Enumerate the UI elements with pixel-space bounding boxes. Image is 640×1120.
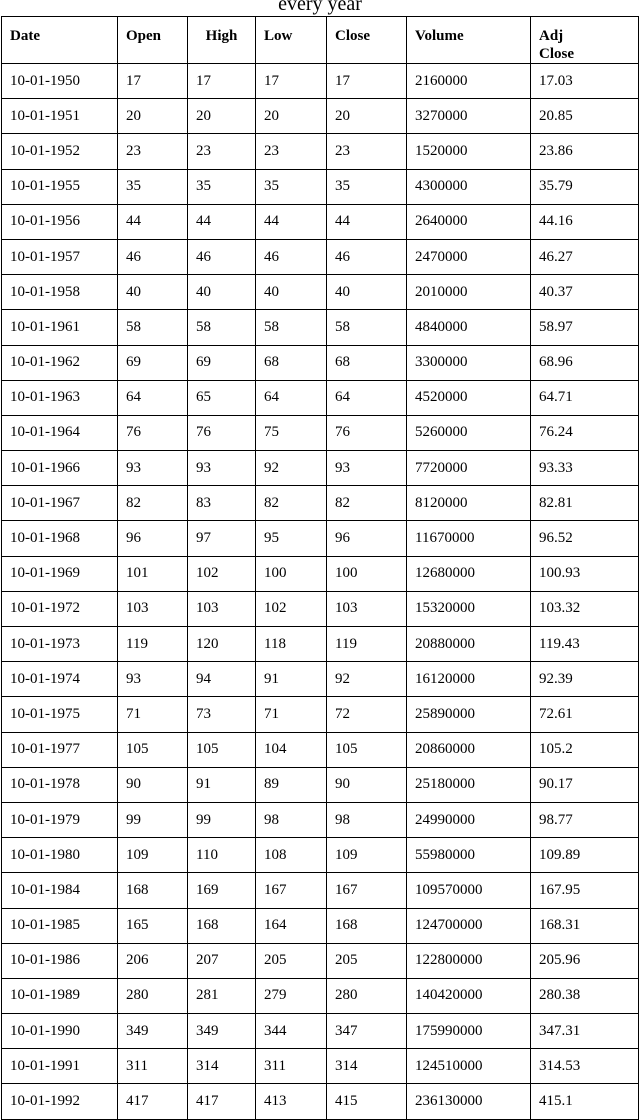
- cell-close: 167: [327, 873, 407, 908]
- cell-close: 40: [327, 275, 407, 310]
- cell-adj-close: 103.32: [531, 591, 639, 626]
- cell-date: 10-01-1979: [2, 802, 118, 837]
- cell-volume: 236130000: [407, 1084, 531, 1119]
- cell-adj-close: 415.1: [531, 1084, 639, 1119]
- table-row: [2, 556, 639, 591]
- header-high: High: [188, 17, 256, 64]
- table-row: [2, 1084, 639, 1119]
- cell-open: 311: [118, 1049, 188, 1084]
- cell-high: 417: [188, 1084, 256, 1119]
- cell-volume: 8120000: [407, 486, 531, 521]
- cell-open: 93: [118, 662, 188, 697]
- cell-high: 17: [188, 64, 256, 99]
- cell-close: 98: [327, 802, 407, 837]
- table-row: [2, 838, 639, 873]
- cell-close: 415: [327, 1084, 407, 1119]
- cell-volume: 20880000: [407, 627, 531, 662]
- cell-low: 68: [256, 345, 327, 380]
- cell-close: 119: [327, 627, 407, 662]
- cell-volume: 24990000: [407, 802, 531, 837]
- cell-low: 102: [256, 591, 327, 626]
- table-row: [2, 978, 639, 1013]
- cell-volume: 124510000: [407, 1049, 531, 1084]
- cell-volume: 109570000: [407, 873, 531, 908]
- cell-low: 75: [256, 415, 327, 450]
- cell-date: 10-01-1966: [2, 451, 118, 486]
- cell-adj-close: 72.61: [531, 697, 639, 732]
- table-row: [2, 591, 639, 626]
- cell-volume: 12680000: [407, 556, 531, 591]
- cell-volume: 1520000: [407, 134, 531, 169]
- cell-volume: 5260000: [407, 415, 531, 450]
- cell-high: 58: [188, 310, 256, 345]
- cell-date: 10-01-1958: [2, 275, 118, 310]
- cell-low: 167: [256, 873, 327, 908]
- cell-date: 10-01-1955: [2, 169, 118, 204]
- cell-close: 23: [327, 134, 407, 169]
- cell-adj-close: 40.37: [531, 275, 639, 310]
- cell-adj-close: 76.24: [531, 415, 639, 450]
- cell-volume: 124700000: [407, 908, 531, 943]
- cell-adj-close: 167.95: [531, 873, 639, 908]
- cell-adj-close: 280.38: [531, 978, 639, 1013]
- cell-date: 10-01-1973: [2, 627, 118, 662]
- cell-adj-close: 20.85: [531, 99, 639, 134]
- cell-close: 76: [327, 415, 407, 450]
- cell-low: 35: [256, 169, 327, 204]
- cell-date: 10-01-1969: [2, 556, 118, 591]
- cell-high: 91: [188, 767, 256, 802]
- header-open: Open: [118, 17, 188, 64]
- table-row: [2, 451, 639, 486]
- cell-high: 102: [188, 556, 256, 591]
- cell-low: 95: [256, 521, 327, 556]
- header-row: [2, 17, 639, 64]
- cell-date: 10-01-1950: [2, 64, 118, 99]
- table-row: [2, 767, 639, 802]
- cell-adj-close: 46.27: [531, 239, 639, 274]
- cell-close: 17: [327, 64, 407, 99]
- cell-high: 23: [188, 134, 256, 169]
- cell-low: 413: [256, 1084, 327, 1119]
- cell-high: 76: [188, 415, 256, 450]
- cell-open: 168: [118, 873, 188, 908]
- cell-low: 100: [256, 556, 327, 591]
- cell-adj-close: 90.17: [531, 767, 639, 802]
- cell-adj-close: 98.77: [531, 802, 639, 837]
- cell-volume: 2010000: [407, 275, 531, 310]
- cell-low: 82: [256, 486, 327, 521]
- cell-volume: 25180000: [407, 767, 531, 802]
- cell-low: 71: [256, 697, 327, 732]
- cell-high: 65: [188, 380, 256, 415]
- cell-low: 64: [256, 380, 327, 415]
- cell-close: 109: [327, 838, 407, 873]
- cell-adj-close: 100.93: [531, 556, 639, 591]
- cell-close: 92: [327, 662, 407, 697]
- header-volume: Volume: [407, 17, 531, 64]
- cell-date: 10-01-1964: [2, 415, 118, 450]
- cell-close: 280: [327, 978, 407, 1013]
- cell-date: 10-01-1957: [2, 239, 118, 274]
- cell-open: 101: [118, 556, 188, 591]
- cell-volume: 15320000: [407, 591, 531, 626]
- table-row: [2, 697, 639, 732]
- cell-low: 46: [256, 239, 327, 274]
- cell-high: 281: [188, 978, 256, 1013]
- cell-high: 94: [188, 662, 256, 697]
- header-low: Low: [256, 17, 327, 64]
- cell-high: 73: [188, 697, 256, 732]
- cell-open: 23: [118, 134, 188, 169]
- cell-close: 205: [327, 943, 407, 978]
- cell-volume: 122800000: [407, 943, 531, 978]
- cell-adj-close: 105.2: [531, 732, 639, 767]
- cell-high: 99: [188, 802, 256, 837]
- cell-low: 40: [256, 275, 327, 310]
- cell-open: 44: [118, 204, 188, 239]
- cell-date: 10-01-1951: [2, 99, 118, 134]
- cell-open: 90: [118, 767, 188, 802]
- cell-adj-close: 35.79: [531, 169, 639, 204]
- cell-high: 20: [188, 99, 256, 134]
- cell-high: 168: [188, 908, 256, 943]
- cell-date: 10-01-1989: [2, 978, 118, 1013]
- cell-date: 10-01-1991: [2, 1049, 118, 1084]
- cell-adj-close: 64.71: [531, 380, 639, 415]
- cell-adj-close: 93.33: [531, 451, 639, 486]
- table-row: [2, 310, 639, 345]
- cell-close: 100: [327, 556, 407, 591]
- cell-low: 344: [256, 1014, 327, 1049]
- table-row: [2, 134, 639, 169]
- cell-volume: 4300000: [407, 169, 531, 204]
- cell-volume: 4840000: [407, 310, 531, 345]
- cell-date: 10-01-1984: [2, 873, 118, 908]
- cell-high: 110: [188, 838, 256, 873]
- cell-date: 10-01-1975: [2, 697, 118, 732]
- table-row: [2, 204, 639, 239]
- cell-low: 23: [256, 134, 327, 169]
- cell-close: 72: [327, 697, 407, 732]
- cell-close: 64: [327, 380, 407, 415]
- header-date: Date: [2, 17, 118, 64]
- cell-date: 10-01-1992: [2, 1084, 118, 1119]
- cell-low: 108: [256, 838, 327, 873]
- cell-adj-close: 82.81: [531, 486, 639, 521]
- cell-close: 93: [327, 451, 407, 486]
- cell-close: 82: [327, 486, 407, 521]
- cell-volume: 2640000: [407, 204, 531, 239]
- cell-open: 76: [118, 415, 188, 450]
- cell-close: 96: [327, 521, 407, 556]
- cell-date: 10-01-1985: [2, 908, 118, 943]
- cell-volume: 4520000: [407, 380, 531, 415]
- table-row: [2, 627, 639, 662]
- cell-open: 40: [118, 275, 188, 310]
- cell-close: 68: [327, 345, 407, 380]
- cell-close: 44: [327, 204, 407, 239]
- cell-volume: 25890000: [407, 697, 531, 732]
- cell-adj-close: 119.43: [531, 627, 639, 662]
- cell-high: 349: [188, 1014, 256, 1049]
- cell-close: 46: [327, 239, 407, 274]
- cell-open: 109: [118, 838, 188, 873]
- cell-low: 205: [256, 943, 327, 978]
- cell-volume: 3270000: [407, 99, 531, 134]
- cell-date: 10-01-1980: [2, 838, 118, 873]
- cell-high: 93: [188, 451, 256, 486]
- cell-adj-close: 314.53: [531, 1049, 639, 1084]
- cell-date: 10-01-1978: [2, 767, 118, 802]
- cell-open: 69: [118, 345, 188, 380]
- cell-adj-close: 168.31: [531, 908, 639, 943]
- cell-close: 347: [327, 1014, 407, 1049]
- cell-open: 64: [118, 380, 188, 415]
- cell-open: 99: [118, 802, 188, 837]
- cell-low: 311: [256, 1049, 327, 1084]
- cell-open: 58: [118, 310, 188, 345]
- cell-volume: 3300000: [407, 345, 531, 380]
- table-caption: every year: [278, 0, 362, 15]
- cell-volume: 55980000: [407, 838, 531, 873]
- cell-adj-close: 92.39: [531, 662, 639, 697]
- table-row: [2, 239, 639, 274]
- cell-high: 46: [188, 239, 256, 274]
- table-row: [2, 275, 639, 310]
- header-close: Close: [327, 17, 407, 64]
- cell-open: 35: [118, 169, 188, 204]
- cell-adj-close: 17.03: [531, 64, 639, 99]
- cell-high: 35: [188, 169, 256, 204]
- cell-date: 10-01-1977: [2, 732, 118, 767]
- cell-low: 17: [256, 64, 327, 99]
- table-row: [2, 662, 639, 697]
- cell-high: 69: [188, 345, 256, 380]
- cell-low: 91: [256, 662, 327, 697]
- cell-date: 10-01-1986: [2, 943, 118, 978]
- cell-date: 10-01-1967: [2, 486, 118, 521]
- table-row: [2, 1049, 639, 1084]
- cell-open: 82: [118, 486, 188, 521]
- cell-open: 119: [118, 627, 188, 662]
- cell-adj-close: 23.86: [531, 134, 639, 169]
- table-row: [2, 169, 639, 204]
- cell-low: 58: [256, 310, 327, 345]
- cell-open: 71: [118, 697, 188, 732]
- cell-open: 280: [118, 978, 188, 1013]
- cell-open: 93: [118, 451, 188, 486]
- cell-adj-close: 58.97: [531, 310, 639, 345]
- cell-low: 98: [256, 802, 327, 837]
- cell-volume: 11670000: [407, 521, 531, 556]
- cell-low: 104: [256, 732, 327, 767]
- table-row: [2, 943, 639, 978]
- cell-volume: 2160000: [407, 64, 531, 99]
- cell-close: 314: [327, 1049, 407, 1084]
- table-row: [2, 908, 639, 943]
- stock-table: [1, 16, 639, 1120]
- table-row: [2, 415, 639, 450]
- cell-volume: 2470000: [407, 239, 531, 274]
- cell-low: 164: [256, 908, 327, 943]
- cell-open: 105: [118, 732, 188, 767]
- cell-low: 89: [256, 767, 327, 802]
- table-row: [2, 64, 639, 99]
- cell-low: 118: [256, 627, 327, 662]
- cell-date: 10-01-1972: [2, 591, 118, 626]
- cell-date: 10-01-1968: [2, 521, 118, 556]
- table-row: [2, 1014, 639, 1049]
- cell-open: 165: [118, 908, 188, 943]
- cell-adj-close: 109.89: [531, 838, 639, 873]
- cell-high: 44: [188, 204, 256, 239]
- cell-high: 105: [188, 732, 256, 767]
- cell-close: 20: [327, 99, 407, 134]
- cell-high: 169: [188, 873, 256, 908]
- cell-adj-close: 68.96: [531, 345, 639, 380]
- header-adj-close: Adj Close: [531, 17, 639, 64]
- table-row: [2, 521, 639, 556]
- cell-high: 120: [188, 627, 256, 662]
- table-row: [2, 380, 639, 415]
- cell-close: 90: [327, 767, 407, 802]
- cell-date: 10-01-1974: [2, 662, 118, 697]
- cell-high: 103: [188, 591, 256, 626]
- cell-date: 10-01-1956: [2, 204, 118, 239]
- cell-high: 314: [188, 1049, 256, 1084]
- cell-open: 96: [118, 521, 188, 556]
- cell-low: 92: [256, 451, 327, 486]
- cell-volume: 20860000: [407, 732, 531, 767]
- cell-high: 83: [188, 486, 256, 521]
- cell-close: 35: [327, 169, 407, 204]
- cell-volume: 16120000: [407, 662, 531, 697]
- cell-high: 97: [188, 521, 256, 556]
- cell-open: 103: [118, 591, 188, 626]
- cell-date: 10-01-1962: [2, 345, 118, 380]
- cell-date: 10-01-1990: [2, 1014, 118, 1049]
- cell-volume: 175990000: [407, 1014, 531, 1049]
- table-row: [2, 486, 639, 521]
- cell-open: 20: [118, 99, 188, 134]
- cell-high: 207: [188, 943, 256, 978]
- cell-open: 349: [118, 1014, 188, 1049]
- cell-open: 417: [118, 1084, 188, 1119]
- cell-volume: 140420000: [407, 978, 531, 1013]
- cell-adj-close: 347.31: [531, 1014, 639, 1049]
- cell-date: 10-01-1963: [2, 380, 118, 415]
- cell-low: 44: [256, 204, 327, 239]
- table-row: [2, 345, 639, 380]
- cell-close: 105: [327, 732, 407, 767]
- cell-date: 10-01-1961: [2, 310, 118, 345]
- cell-low: 279: [256, 978, 327, 1013]
- cell-open: 17: [118, 64, 188, 99]
- cell-close: 58: [327, 310, 407, 345]
- cell-open: 206: [118, 943, 188, 978]
- cell-high: 40: [188, 275, 256, 310]
- cell-date: 10-01-1952: [2, 134, 118, 169]
- cell-close: 168: [327, 908, 407, 943]
- cell-adj-close: 96.52: [531, 521, 639, 556]
- cell-adj-close: 44.16: [531, 204, 639, 239]
- cell-open: 46: [118, 239, 188, 274]
- table-row: [2, 99, 639, 134]
- table-row: [2, 802, 639, 837]
- cell-close: 103: [327, 591, 407, 626]
- table-row: [2, 873, 639, 908]
- cell-low: 20: [256, 99, 327, 134]
- table-row: [2, 732, 639, 767]
- cell-adj-close: 205.96: [531, 943, 639, 978]
- cell-volume: 7720000: [407, 451, 531, 486]
